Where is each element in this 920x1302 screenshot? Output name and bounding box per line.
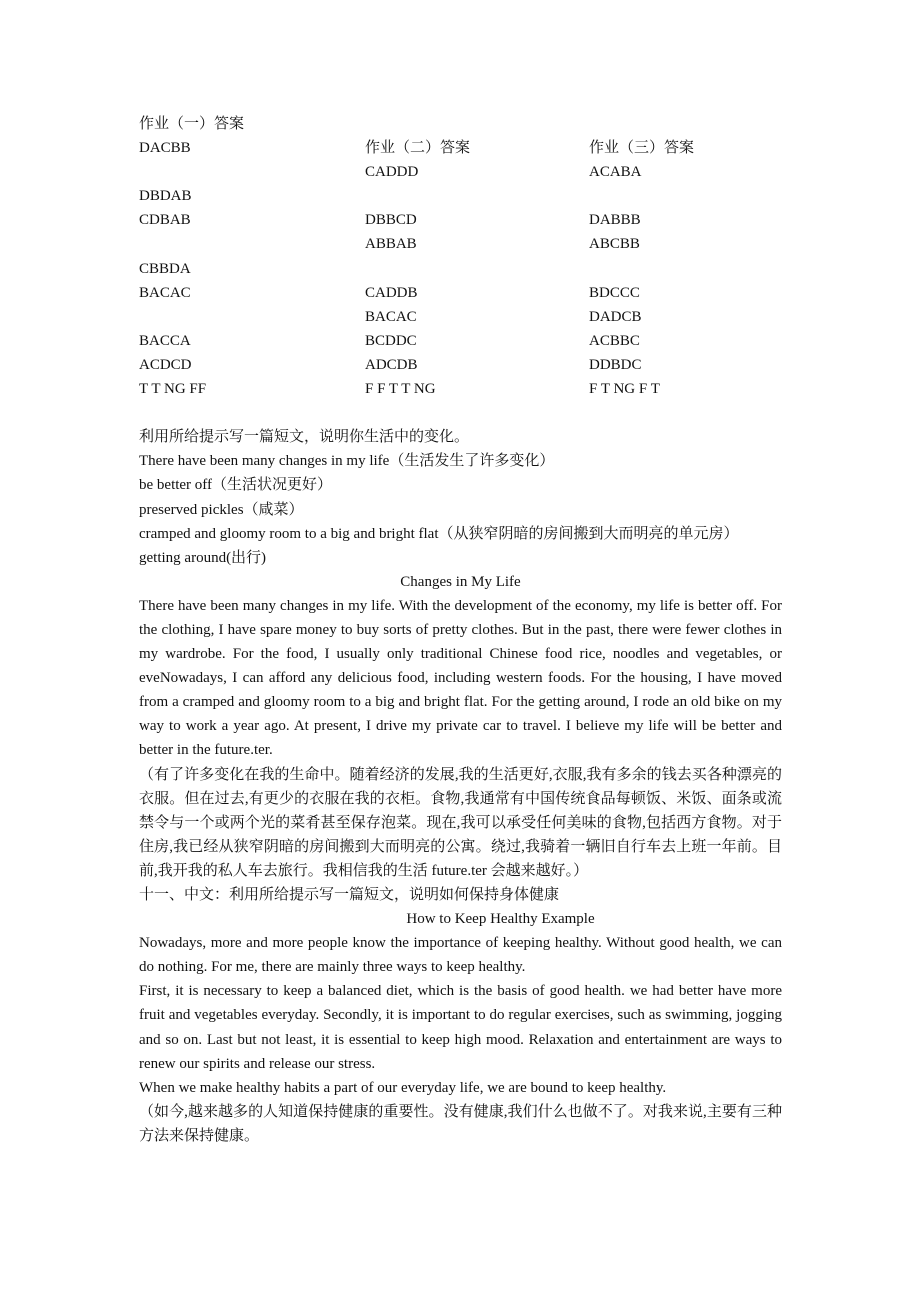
answer-row [139,353,782,377]
answer-cell: F F T T NG [365,381,436,398]
answer-cell: DABBB [589,212,641,229]
answers-heading-1: 作业（一）答案 [139,116,245,132]
essay2-translation: （如今,越来越多的人知道保持健康的重要性。没有健康,我们什么也做不了。对我来说,主要有三种方法来保持健康。 [139,1103,782,1144]
answer-cell: T T NG FF [139,381,207,398]
spacer [139,401,782,425]
answer-row [139,377,782,401]
essay1-body: There have been many changes in my life. With the development of the economy, my life is better off. For the clothing, I have spare money to buy sorts of pretty clothes. But in the past, there were fewer clothes in my wardrobe. For the food, I usually only traditional Chinese food rice, noodles and vegetables, or eveNowadays, I can afford any delicious food, including western foods. For the housing, I have moved from a cramped and gloomy room to a big and bright flat. For the getting around, I rode an old bike on my way to work a year ago. At present, I drive my private car to travel. I believe my life will be better and better in the future.ter. [139,597,782,759]
answer-row [139,136,782,160]
answer-cell: DDBDC [589,356,642,373]
essay2-paragraph: When we make healthy habits a part of our everyday life, we are bound to keep healthy. [139,1079,667,1096]
answer-row [139,257,782,281]
document-page [139,112,782,1148]
answers-heading-3: 作业（三）答案 [589,140,695,157]
essay2-prompt: 十一、中文：利用所给提示写一篇短文，说明如何保持身体健康 [139,887,560,903]
answer-row [139,281,782,305]
essay1-title: Changes in My Life [400,573,521,590]
answer-cell: BDCCC [589,284,640,301]
essay2-paragraph: Nowadays, more and more people know the importance of keeping healthy. Without good health, we can do nothing. For me, there are mainly three ways to keep healthy. [139,935,782,976]
answer-cell: CDBAB [139,212,191,229]
answer-row [139,184,782,208]
essay1-hint: cramped and gloomy room to a big and bright flat（从狭窄阴暗的房间搬到大而明亮的单元房） [139,525,739,542]
answer-cell: ACDCD [139,356,192,373]
answer-table [139,136,782,401]
answer-cell: BCDDC [365,332,417,349]
essay2-title: How to Keep Healthy Example [406,911,595,928]
answer-cell: DBDAB [139,188,192,205]
answer-cell: F T NG F T [589,381,660,398]
answer-row [139,160,782,184]
answer-cell: CADDD [365,164,419,181]
essay1-hint: be better off（生活状况更好） [139,477,333,494]
answer-cell: ABBAB [365,236,417,253]
answer-row [139,208,782,232]
answer-cell: CBBDA [139,260,191,277]
answer-cell: BACAC [139,284,191,301]
answer-cell: DBBCD [365,212,417,229]
answer-cell: CADDB [365,284,418,301]
answer-row [139,232,782,256]
essay1-prompt: 利用所给提示写一篇短文，说明你生活中的变化。 [139,429,470,446]
essay1-hint: getting around(出行) [139,549,267,566]
answer-cell: ACBBC [589,332,640,349]
answer-cell: DACBB [139,140,191,157]
answer-row [139,305,782,329]
essay1-hint: There have been many changes in my life（生活发生了许多变化） [139,453,555,470]
answer-cell: ABCBB [589,236,640,253]
answer-cell: ADCDB [365,356,418,373]
essay1-translation: （有了许多变化在我的生命中。随着经济的发展,我的生活更好,衣服,我有多余的钱去买各种漂亮的衣服。但在过去,有更少的衣服在我的衣柜。食物,我通常有中国传统食品每顿饭、米饭、面条或流禁令与一个或两个光的菜肴甚至保存泡菜。现在,我可以承受任何美味的食物,包括西方食物。对于住房,我已经从狭窄阴暗的房间搬到大而明亮的公寓。绕过,我骑着一辆旧自行车去上班一年前。目前,我开我的私人车去旅行。我相信我的生活 future.ter 会越来越好。） [139,766,782,879]
essay2-paragraph: First, it is necessary to keep a balanced diet, which is the basis of good health. we had better have more fruit and vegetables everyday. Secondly, it is important to do regular exercises, such as swimming, jogging and so on. Last but not least, it is essential to keep high mood. Relaxation and entertainment are ways to renew our spirits and release our stress. [139,983,782,1072]
answer-cell: DADCB [589,308,642,325]
answer-cell: ACABA [589,164,642,181]
answer-cell: BACCA [139,332,191,349]
answer-cell: BACAC [365,308,417,325]
answers-heading-2: 作业（二）答案 [365,140,471,157]
essay1-hint: preserved pickles（咸菜） [139,501,304,518]
answer-row [139,329,782,353]
